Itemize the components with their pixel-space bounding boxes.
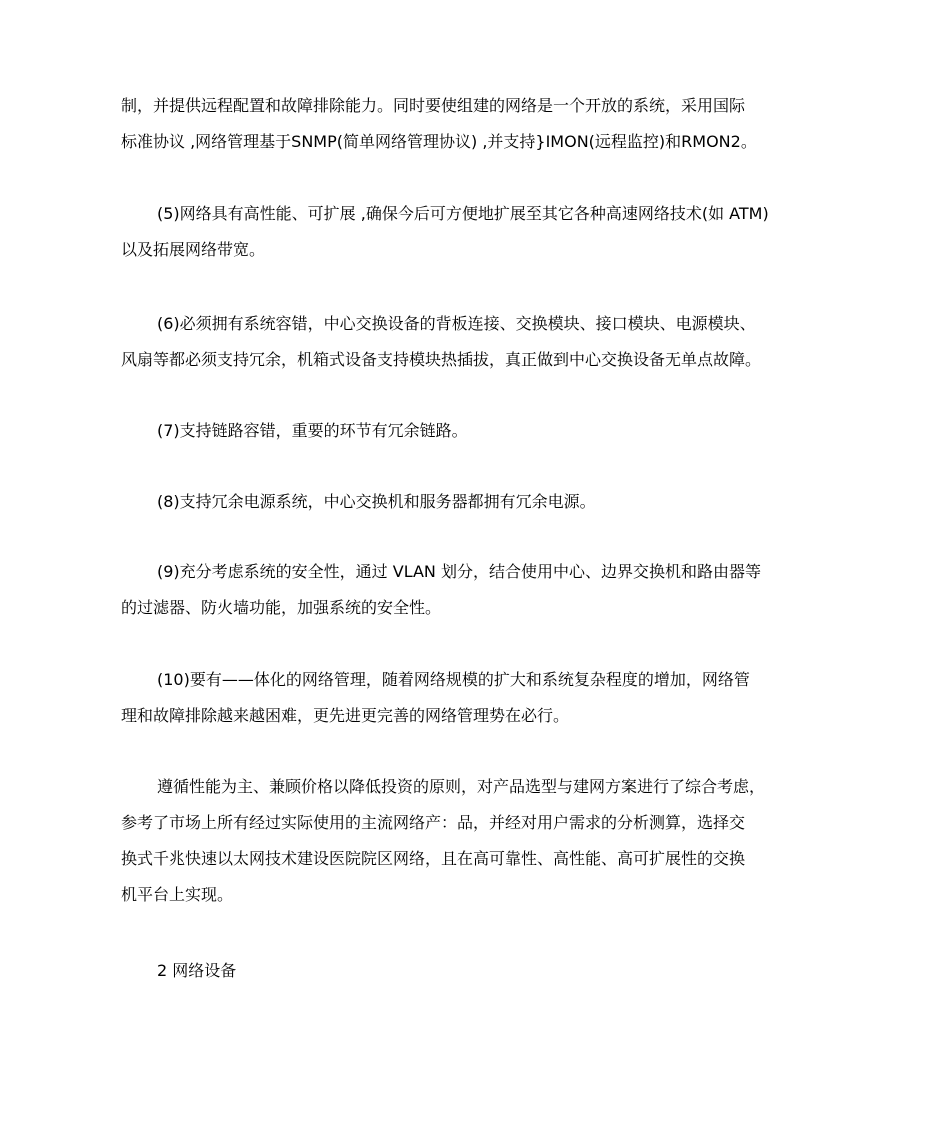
paragraph-item-9 [121,554,833,626]
paragraph-item-5 [121,196,833,268]
text-line: (5)网络具有高性能、可扩展 ,确保今后可方便地扩展至其它各种高速网络技术(如 ATM) [157,204,769,223]
text-line: 参考了市场上所有经过实际使用的主流网络产：品，并经对用户需求的分析测算，选择交 [121,813,746,832]
text-line: (7)支持链路容错，重要的环节有冗余链路。 [157,421,468,440]
paragraph-continuation [121,88,833,160]
text-line: 制，并提供远程配置和故障排除能力。同时要使组建的网络是一个开放的系统，采用国际 [121,96,746,115]
text-line: 理和故障排除越来越困难，更先进更完善的网络管理势在必行。 [121,706,570,725]
text-line: (8)支持冗余电源系统，中心交换机和服务器都拥有冗余电源。 [157,492,596,511]
text-line: 遵循性能为主、兼顾价格以降低投资的原则，对产品选型与建网方案进行了综合考虑， [157,777,766,796]
paragraph-item-10 [121,662,833,734]
paragraph-item-6 [121,306,833,378]
text-line: 风扇等都必须支持冗余，机箱式设备支持模块热插拔，真正做到中心交换设备无单点故障。 [121,350,762,369]
section-heading [121,953,833,989]
paragraph-summary [121,769,833,913]
text-line: 标准协议 ,网络管理基于SNMP(简单网络管理协议) ,并支持}IMON(远程监控)和RMON2。 [121,132,757,151]
text-line: 换式千兆快速以太网技术建设医院院区网络，且在高可靠性、高性能、高可扩展性的交换 [121,849,746,868]
text-line: 机平台上实现。 [121,885,234,904]
text-line: 的过滤器、防火墙功能，加强系统的安全性。 [121,598,442,617]
text-line: (9)充分考虑系统的安全性，通过 VLAN 划分，结合使用中心、边界交换机和路由器等 [157,562,761,581]
text-line: 以及拓展网络带宽。 [121,240,266,259]
paragraph-item-7 [121,413,833,449]
text-line: (6)必须拥有系统容错，中心交换设备的背板连接、交换模块、接口模块、电源模块、 [157,314,756,333]
paragraph-item-8 [121,484,833,520]
text-line: (10)要有——体化的网络管理，随着网络规模的扩大和系统复杂程度的增加，网络管 [157,670,750,689]
section-title: 2 网络设备 [157,961,237,980]
